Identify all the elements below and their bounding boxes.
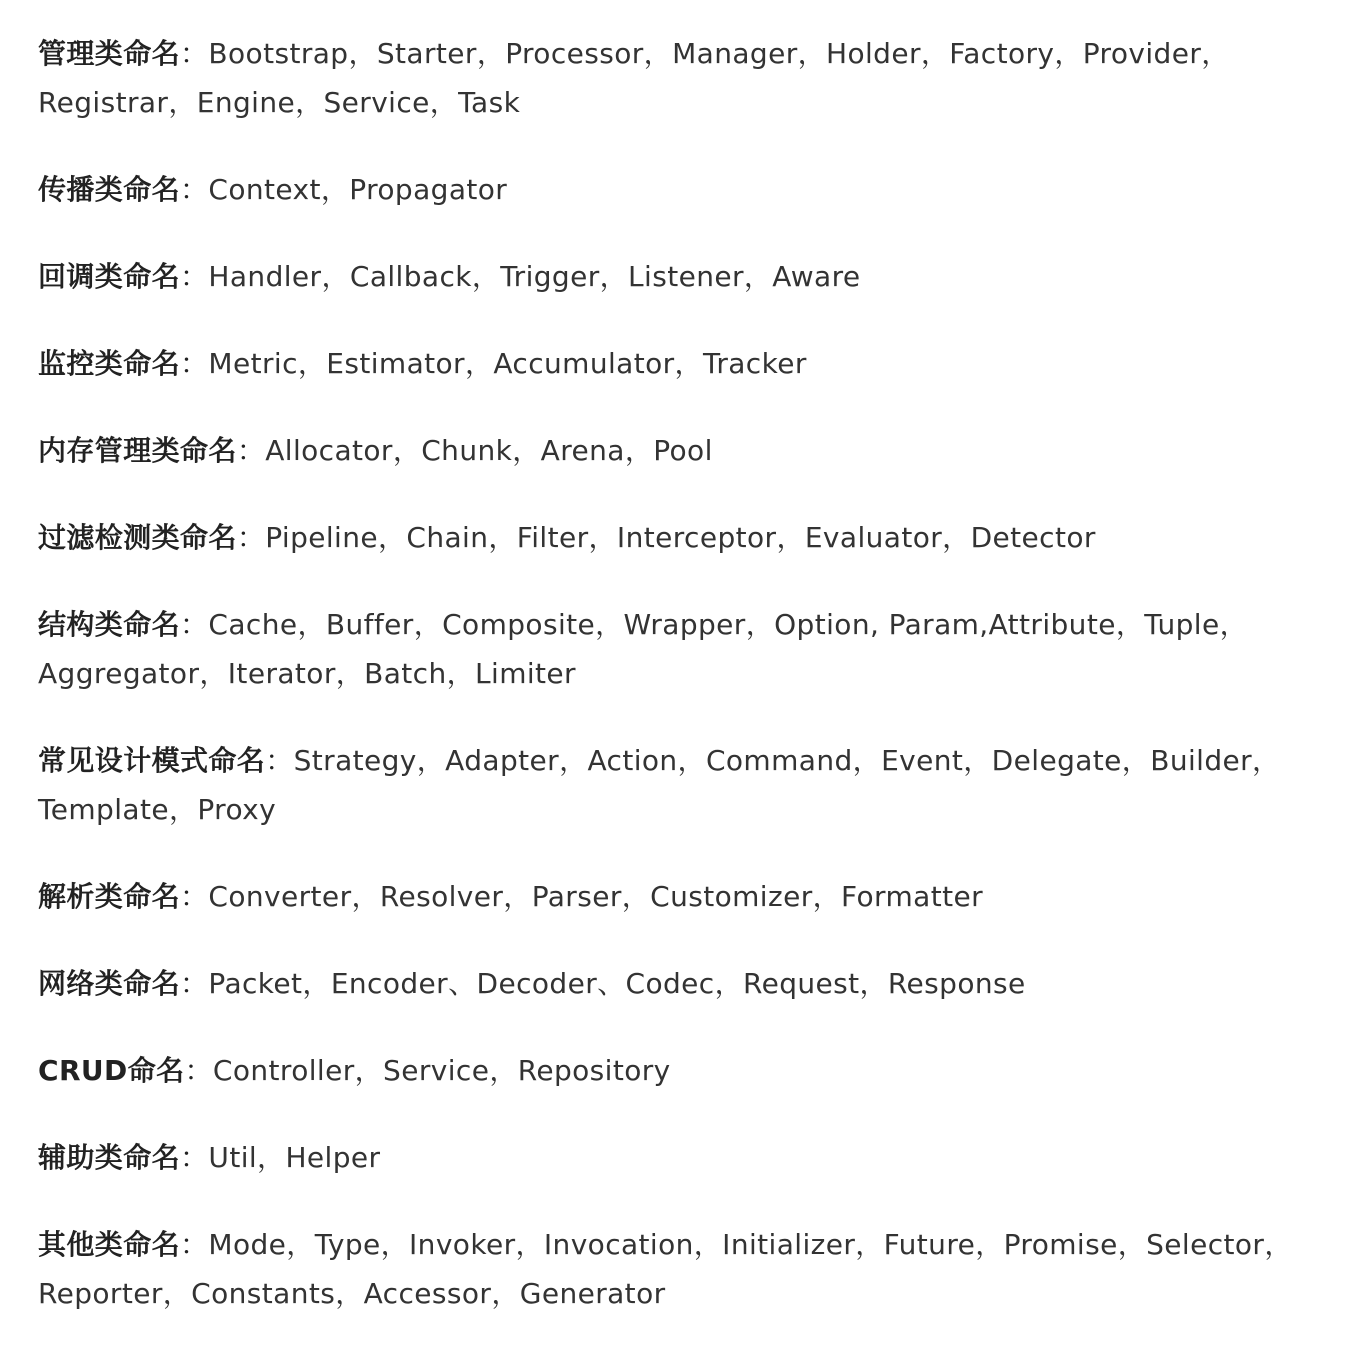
label-separator: ： xyxy=(236,434,266,467)
category-label: 管理类命名 xyxy=(38,37,181,70)
paragraph-memory-management xyxy=(38,426,1311,475)
category-label: CRUD命名 xyxy=(38,1054,185,1087)
label-separator: ： xyxy=(180,880,209,913)
label-separator: ： xyxy=(236,521,266,554)
category-label: 辅助类命名 xyxy=(38,1141,181,1174)
paragraph-helper xyxy=(38,1133,1311,1182)
paragraph-callback xyxy=(38,252,1311,301)
name-list: Packet，Encoder、Decoder、Codec，Request，Response xyxy=(208,967,1026,1000)
label-separator: ： xyxy=(184,1054,213,1087)
label-separator: ： xyxy=(180,1228,209,1261)
label-separator: ： xyxy=(180,173,209,206)
name-list: Mode，Type，Invoker，Invocation，Initializer，Future，Promise，Selector，Reporter，Constants，Accessor，Generator xyxy=(38,1228,1293,1310)
name-list: Allocator，Chunk，Arena，Pool xyxy=(265,434,713,467)
category-label: 内存管理类命名 xyxy=(38,434,237,467)
name-list: Context，Propagator xyxy=(208,173,508,206)
label-separator: ： xyxy=(180,608,209,641)
label-separator: ： xyxy=(180,260,209,293)
name-list: Controller，Service，Repository xyxy=(212,1054,671,1087)
name-list: Util，Helper xyxy=(208,1141,381,1174)
label-separator: ： xyxy=(180,1141,209,1174)
category-label: 过滤检测类命名 xyxy=(38,521,237,554)
label-separator: ： xyxy=(180,37,209,70)
label-separator: ： xyxy=(180,967,209,1000)
category-label: 解析类命名 xyxy=(38,880,181,913)
paragraph-network xyxy=(38,959,1311,1008)
category-label: 常见设计模式命名 xyxy=(38,744,266,777)
paragraph-structure xyxy=(38,600,1311,698)
category-label: 监控类命名 xyxy=(38,347,181,380)
name-list: Cache，Buffer，Composite，Wrapper，Option, Param,Attribute，Tuple，Aggregator，Iterator，Batch，Limiter xyxy=(38,608,1249,690)
category-label: 结构类命名 xyxy=(38,608,181,641)
name-list: Metric，Estimator，Accumulator，Tracker xyxy=(208,347,807,380)
name-list: Handler，Callback，Trigger，Listener，Aware xyxy=(208,260,861,293)
name-list: Converter，Resolver，Parser，Customizer，Formatter xyxy=(208,880,983,913)
paragraph-crud xyxy=(38,1046,1311,1095)
paragraph-management xyxy=(38,29,1311,127)
category-label: 回调类命名 xyxy=(38,260,181,293)
paragraph-design-patterns xyxy=(38,736,1311,834)
label-separator: ： xyxy=(265,744,294,777)
name-list: Strategy，Adapter，Action，Command，Event，Delegate，Builder，Template，Proxy xyxy=(38,744,1281,826)
paragraph-filter-detection xyxy=(38,513,1311,562)
label-separator: ： xyxy=(180,347,209,380)
paragraph-parsing xyxy=(38,872,1311,921)
category-label: 其他类命名 xyxy=(38,1228,181,1261)
category-label: 网络类命名 xyxy=(38,967,181,1000)
name-list: Bootstrap，Starter，Processor，Manager，Holder，Factory，Provider，Registrar，Engine，Service，Task xyxy=(38,37,1230,119)
name-list: Pipeline，Chain，Filter，Interceptor，Evaluator，Detector xyxy=(265,521,1096,554)
paragraph-monitoring xyxy=(38,339,1311,388)
paragraph-propagation xyxy=(38,165,1311,214)
category-label: 传播类命名 xyxy=(38,173,181,206)
paragraph-other xyxy=(38,1220,1311,1318)
